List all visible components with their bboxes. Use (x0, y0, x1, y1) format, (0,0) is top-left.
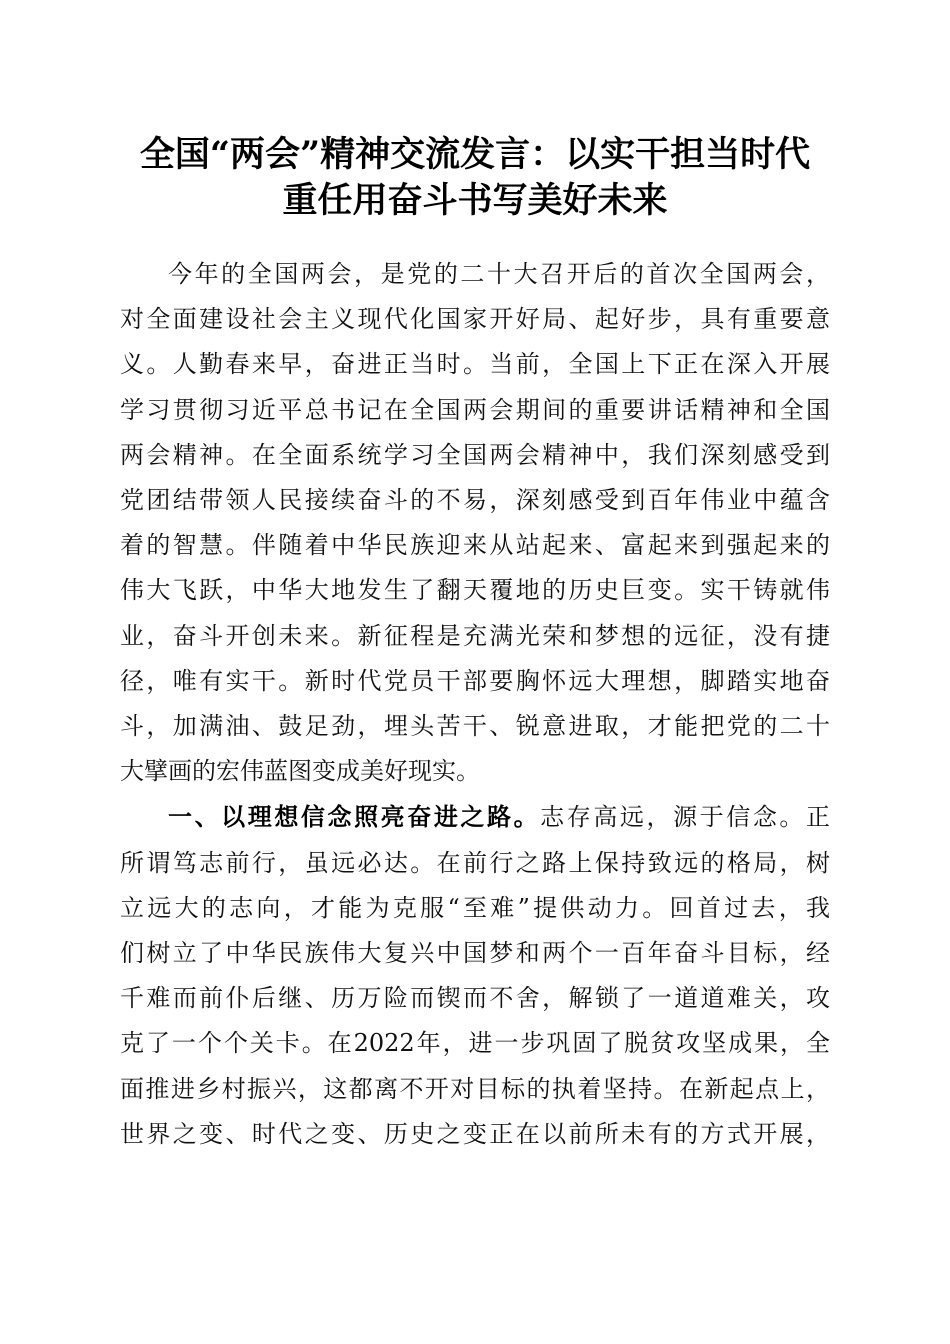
paragraph-line: 世界之变、时代之变、历史之变正在以前所未有的方式开展， (120, 1119, 830, 1148)
section-1-first-line (120, 794, 830, 840)
paragraph-line: 所谓笃志前行，虽远必达。在前行之路上保持致远的格局，树 (120, 848, 830, 877)
document-title (100, 132, 850, 224)
paragraph-line: 学习贯彻习近平总书记在全国两会期间的重要讲话精神和全国 (120, 395, 830, 424)
paragraph-line: 面推进乡村振兴，这都离不开对目标的执着坚持。在新起点上， (120, 1074, 830, 1103)
paragraph-line: 义。人勤春来早，奋进正当时。当前，全国上下正在深入开展 (120, 350, 830, 379)
paragraph-line: 大擘画的宏伟蓝图变成美好现实。 (120, 757, 480, 786)
paragraph-line: 立远大的志向，才能为克服“至难”提供动力。回首过去，我 (120, 893, 830, 922)
paragraph-line: 径，唯有实干。新时代党员干部要胸怀远大理想，脚踏实地奋 (120, 666, 830, 695)
section-1-first-line-rest: 志存高远，源于信念。正 (540, 803, 831, 832)
paragraph-line: 们树立了中华民族伟大复兴中国梦和两个一百年奋斗目标，经 (120, 939, 830, 968)
paragraph-line: 两会精神。在全面系统学习全国两会精神中，我们深刻感受到 (120, 440, 830, 469)
document-body (120, 252, 830, 1157)
paragraph-line: 着的智慧。伴随着中华民族迎来从站起来、富起来到强起来的 (120, 531, 830, 560)
paragraph-line: 伟大飞跃，中华大地发生了翻天覆地的历史巨变。实干铸就伟 (120, 576, 830, 605)
paragraph-line: 斗，加满油、鼓足劲，埋头苦干、锐意进取，才能把党的二十 (120, 712, 830, 741)
paragraph-line: 业，奋斗开创未来。新征程是充满光荣和梦想的远征，没有捷 (120, 621, 830, 650)
paragraph-line: 克了一个个关卡。在2022年，进一步巩固了脱贫攻坚成果，全 (120, 1029, 830, 1058)
paragraph-line: 对全面建设社会主义现代化国家开好局、起好步，具有重要意 (120, 305, 830, 334)
paragraph-line: 党团结带领人民接续奋斗的不易，深刻感受到百年伟业中蕴含 (120, 486, 830, 515)
paragraph-line: 千难而前仆后继、历万险而锲而不舍，解锁了一道道难关，攻 (120, 984, 830, 1013)
section-1-heading: 一、以理想信念照亮奋进之路。 (168, 802, 541, 832)
title-line-1: 全国“两会”精神交流发言：以实干担当时代 (139, 134, 811, 175)
paragraph-line: 今年的全国两会，是党的二十大召开后的首次全国两会， (168, 260, 830, 288)
title-line-2: 重任用奋斗书写美好未来 (282, 180, 668, 221)
